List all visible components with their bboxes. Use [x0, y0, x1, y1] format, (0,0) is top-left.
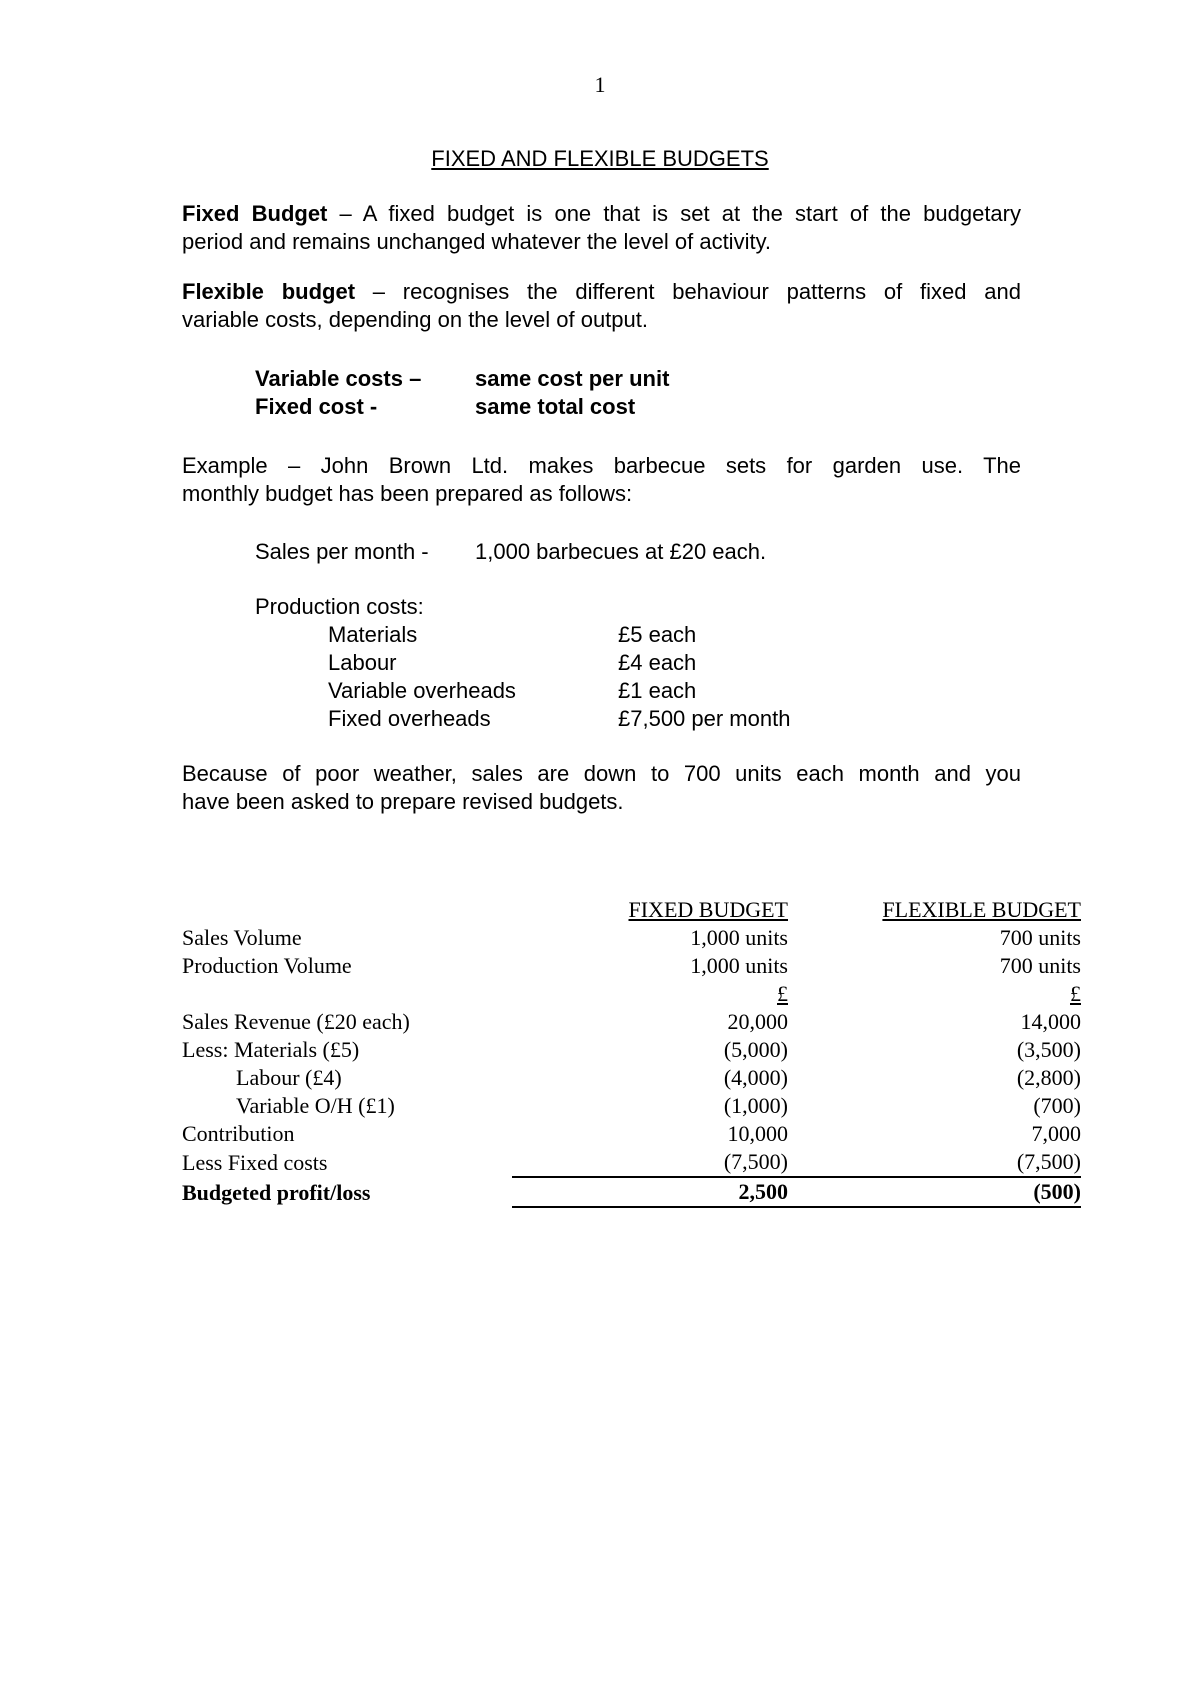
- flexible-budget-text-2: variable costs, depending on the level of output.: [182, 307, 648, 332]
- table-header-row: [182, 896, 1081, 924]
- row-label: Contribution: [182, 1121, 295, 1146]
- fixed-value: (7,500): [723, 1149, 788, 1174]
- fixed-budget-definition: [182, 200, 1021, 256]
- row-label: Less: Materials (£5): [182, 1037, 360, 1062]
- header-blank: [182, 896, 512, 924]
- fixed-value: 10,000: [727, 1121, 788, 1146]
- total-row: [182, 1177, 1081, 1207]
- row-label: Labour (£4): [236, 1065, 342, 1090]
- cost-item-value: £1 each: [618, 678, 697, 703]
- flexible-budget-term: Flexible budget: [182, 279, 356, 304]
- row-label: Less Fixed costs: [182, 1150, 328, 1175]
- fixed-value: 20,000: [727, 1009, 788, 1034]
- flexible-value: 700 units: [999, 953, 1081, 978]
- table-row: [182, 1008, 1081, 1036]
- flexible-value: (700): [1033, 1093, 1081, 1118]
- cost-item-value: £7,500 per month: [618, 706, 791, 731]
- table-row: [182, 980, 1081, 1008]
- cost-item-value: £5 each: [618, 622, 697, 647]
- fixed-value: 1,000 units: [690, 953, 788, 978]
- cost-item-value: £4 each: [618, 650, 697, 675]
- row-label: Production Volume: [182, 953, 352, 978]
- cost-item-label: Labour: [328, 650, 397, 675]
- example-text-2: monthly budget has been prepared as follows:: [182, 481, 633, 506]
- flexible-value: 14,000: [1020, 1009, 1081, 1034]
- header-flexible-budget: FLEXIBLE BUDGET: [882, 897, 1081, 922]
- row-label: Sales Revenue (£20 each): [182, 1009, 410, 1034]
- currency-symbol-flexible: £: [1070, 981, 1081, 1006]
- example-paragraph: [182, 452, 1021, 508]
- cost-item-label: Materials: [328, 622, 418, 647]
- fixed-value: (1,000): [723, 1093, 788, 1118]
- flexible-value: (2,800): [1016, 1065, 1081, 1090]
- variable-costs-label: Variable costs –: [255, 366, 422, 391]
- fixed-budget-text-2: period and remains unchanged whatever the level of activity.: [182, 229, 772, 254]
- flexible-value: (3,500): [1016, 1037, 1081, 1062]
- flexible-total-value: (500): [788, 1177, 1081, 1207]
- flexible-value: 700 units: [999, 925, 1081, 950]
- fixed-cost-label: Fixed cost -: [255, 394, 378, 419]
- table-row: [182, 1036, 1081, 1064]
- page-title: FIXED AND FLEXIBLE BUDGETS: [431, 146, 769, 171]
- fixed-cost-value: same total cost: [475, 394, 636, 419]
- scenario-text-1: Because of poor weather, sales are down to 700 units each month and you: [182, 761, 1021, 786]
- row-label: Budgeted profit/loss: [182, 1180, 371, 1205]
- cost-item-label: Variable overheads: [328, 678, 516, 703]
- flexible-budget-definition: [182, 278, 1021, 334]
- variable-costs-value: same cost per unit: [475, 366, 670, 391]
- row-label: Sales Volume: [182, 925, 302, 950]
- sales-value: 1,000 barbecues at £20 each.: [475, 539, 767, 564]
- budget-comparison-table: [182, 896, 1081, 1208]
- header-fixed-budget: FIXED BUDGET: [628, 897, 788, 922]
- table-row: [182, 1148, 1081, 1177]
- page-number: 1: [594, 72, 606, 97]
- table-row: [182, 924, 1081, 952]
- flexible-budget-text-1: – recognises the different behaviour patterns of fixed and: [355, 279, 1021, 304]
- fixed-value: 1,000 units: [690, 925, 788, 950]
- row-label: [182, 980, 512, 1008]
- table-row: [182, 1092, 1081, 1120]
- sales-label: Sales per month -: [255, 539, 429, 564]
- example-text-1: Example – John Brown Ltd. makes barbecue sets for garden use. The: [182, 453, 1021, 478]
- table-row: [182, 1064, 1081, 1092]
- cost-item-label: Fixed overheads: [328, 706, 491, 731]
- scenario-text-2: have been asked to prepare revised budgets.: [182, 789, 624, 814]
- fixed-budget-text-1: – A fixed budget is one that is set at the start of the budgetary: [327, 201, 1021, 226]
- scenario-paragraph: [182, 760, 1021, 816]
- production-costs-heading: Production costs:: [255, 594, 424, 619]
- fixed-total-value: 2,500: [512, 1177, 788, 1207]
- flexible-value: (7,500): [1016, 1149, 1081, 1174]
- fixed-value: (4,000): [723, 1065, 788, 1090]
- row-label: Variable O/H (£1): [236, 1093, 395, 1118]
- table-row: [182, 1120, 1081, 1148]
- fixed-budget-term: Fixed Budget: [182, 201, 328, 226]
- fixed-value: (5,000): [723, 1037, 788, 1062]
- flexible-value: 7,000: [1031, 1121, 1081, 1146]
- currency-symbol-fixed: £: [777, 981, 788, 1006]
- table-row: [182, 952, 1081, 980]
